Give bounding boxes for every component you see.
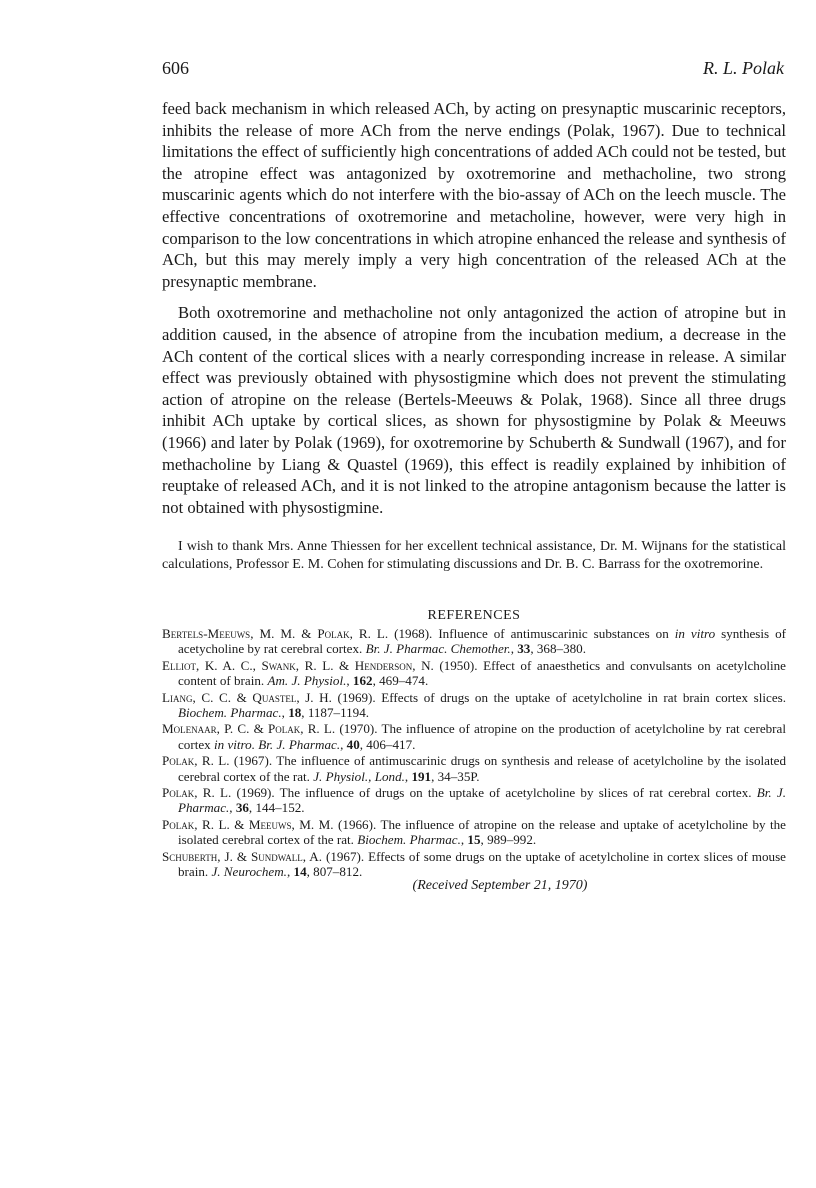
reference-title: Effect of anaesthetics and convulsants on acetylcholine content of brain. — [178, 657, 786, 689]
reference-journal: J. Neurochem. — [211, 864, 287, 880]
reference-item: Polak, R. L. & Meeuws, M. M. (1966). The influence of atropine on the release and uptake of acetylcholine by the isolated cerebral cortex of the rat. Biochem. Pharmac., 15, 989–992. — [162, 816, 786, 848]
reference-volume: 191 — [411, 768, 432, 784]
reference-journal: Br. J. Pharmac. — [178, 785, 786, 816]
discussion-text — [162, 98, 786, 528]
reference-journal: Br. J. Pharmac. — [258, 736, 341, 752]
reference-journal: Biochem. Pharmac. — [357, 832, 461, 848]
reference-title: Influence of antimuscarinic substances on — [432, 626, 675, 641]
reference-title: The influence of atropine on the release and uptake of acetylcholine by the isolated cerebral cortex of the rat. — [178, 816, 786, 848]
reference-authors: Polak, R. L. & Meeuws, M. M. (1966). — [162, 816, 377, 832]
reference-title-cont: synthesis of acetycholine by rat cerebral cortex. — [178, 626, 787, 657]
reference-authors: Bertels-Meeuws, M. M. & Polak, R. L. (1968). — [162, 626, 433, 641]
reference-authors: Molenaar, P. C. & Polak, R. L. (1970). — [162, 721, 378, 737]
reference-volume: 162 — [352, 673, 373, 689]
running-head-author: R. L. Polak — [703, 58, 784, 78]
reference-title: Effects of drugs on the uptake of acetylcholine in rat brain cortex slices. — [375, 689, 787, 705]
reference-item: Polak, R. L. (1969). The influence of drugs on the uptake of acetylcholine by slices of rat cerebral cortex. Br. J. Pharmac., 36, 144–152. — [162, 785, 786, 816]
reference-title-italic: in vitro — [674, 626, 716, 641]
reference-pages: , 469–474. — [372, 673, 429, 689]
page-number: 606 — [162, 58, 189, 78]
reference-journal: Biochem. Pharmac. — [178, 705, 282, 721]
reference-pages: , 989–992. — [480, 832, 537, 848]
references-heading: REFERENCES — [427, 608, 521, 623]
reference-pages: , 406–417. — [359, 736, 416, 752]
reference-volume: 33 — [517, 641, 531, 657]
reference-authors: Polak, R. L. (1969). — [162, 785, 275, 801]
reference-pages: , 144–152. — [248, 800, 305, 816]
reference-journal: J. Physiol., Lond. — [313, 768, 405, 784]
body-paragraph-1: feed back mechanism in which released ACh, by acting on presynaptic muscarinic receptors, inhibits the release of more ACh from the nerve endings (Polak, 1967). Due to technical limitations the effect of sufficiently high concentrations of added ACh could not be tested, but the atropine effect was antagonized by oxotremorine and methacholine, two strong muscarinic agents which do not interfere with the bio-assay of ACh on the leech muscle. The effective concentrations of oxotremorine and metacholine, however, were very high in comparison to the low concentrations in which atropine enhanced the release and synthesis of ACh, but this may merely imply a very high concentration of the released ACh at the presynaptic membrane. — [162, 99, 786, 291]
reference-authors: Schuberth, J. & Sundwall, A. (1967). — [162, 848, 365, 864]
reference-volume: 36 — [235, 800, 249, 816]
page-header — [162, 58, 784, 82]
reference-item: Liang, C. C. & Quastel, J. H. (1969). Effects of drugs on the uptake of acetylcholine in rat brain cortex slices. Biochem. Pharmac., 18, 1187–1194. — [162, 689, 787, 721]
reference-title: The influence of atropine on the production of acetylcholine by rat cerebral cortex — [178, 721, 786, 752]
reference-item: Polak, R. L. (1967). The influence of antimuscarinic drugs on synthesis and release of acetylcholine by the isolated cerebral cortex of the rat. J. Physiol., Lond., 191, 34–35P. — [162, 753, 786, 784]
reference-pages: , 807–812. — [306, 864, 363, 880]
reference-pages: , 1187–1194. — [301, 705, 370, 721]
reference-authors: Liang, C. C. & Quastel, J. H. (1969). — [162, 689, 376, 705]
reference-volume: 14 — [293, 864, 307, 880]
reference-pages: , 368–380. — [530, 641, 586, 657]
received-date: (Received September 21, 1970) — [412, 878, 588, 893]
reference-journal: Br. J. Pharmac. Chemother. — [365, 641, 511, 657]
reference-authors: Elliot, K. A. C., Swank, R. L. & Henderson, N. (1950). — [162, 657, 478, 673]
acknowledgement: I wish to thank Mrs. Anne Thiessen for her excellent technical assistance, Dr. M. Wijnans for the statistical calculations, Professor E. M. Cohen for stimulating discussions and Dr. B. C. Barrass for the oxotremorine. — [162, 539, 786, 572]
reference-authors: Polak, R. L. (1967). — [162, 753, 273, 769]
reference-title: Effects of some drugs on the uptake of acetylcholine in cortex slices of mouse brain. — [178, 848, 786, 880]
reference-volume: 18 — [288, 705, 302, 721]
reference-journal: Am. J. Physiol. — [267, 673, 347, 689]
reference-title: The influence of antimuscarinic drugs on synthesis and release of acetylcholine by the isolated cerebral cortex of the rat. — [178, 753, 786, 784]
reference-list — [162, 626, 786, 881]
reference-item: Schuberth, J. & Sundwall, A. (1967). Effects of some drugs on the uptake of acetylcholine in cortex slices of mouse brain. J. Neurochem., 14, 807–812. — [162, 848, 786, 880]
reference-title-italic: in vitro. — [214, 736, 255, 752]
body-paragraph-2: Both oxotremorine and methacholine not only antagonized the action of atropine but in addition caused, in the absence of atropine from the incubation medium, a decrease in the ACh content of the cortical slices with a nearly corresponding increase in release. A similar effect was previously obtained with physostigmine which does not prevent the stimulating action of atropine on the release (Bertels-Meeuws & Polak, 1968). Since all three drugs inhibit ACh uptake by cortical slices, as shown for physostigmine by Polak & Meeuws (1966) and later by Polak (1969), for oxotremorine by Schuberth & Sundwall (1967), and for methacholine by Liang & Quastel (1969), this effect is readily explained by inhibition of reuptake of released ACh, and it is not linked to the atropine antagonism because the latter is not obtained with physostigmine. — [162, 303, 786, 517]
reference-volume: 40 — [346, 736, 360, 752]
reference-item: Molenaar, P. C. & Polak, R. L. (1970). The influence of atropine on the production of acetylcholine by rat cerebral cortex in vitro. Br. J. Pharmac., 40, 406–417. — [162, 721, 786, 752]
reference-item: Elliot, K. A. C., Swank, R. L. & Henderson, N. (1950). Effect of anaesthetics and convulsants on acetylcholine content of brain. Am. J. Physiol., 162, 469–474. — [162, 657, 786, 689]
reference-volume: 15 — [467, 832, 481, 848]
reference-title: The influence of drugs on the uptake of acetylcholine by slices of rat cerebral cortex. — [274, 785, 757, 801]
reference-item: Bertels-Meeuws, M. M. & Polak, R. L. (1968). Influence of antimuscarinic substances on in vitro synthesis of acetycholine by rat cerebral cortex. Br. J. Pharmac. Chemother., 33, 368–380. — [162, 626, 787, 657]
reference-pages: , 34–35P. — [431, 768, 480, 784]
